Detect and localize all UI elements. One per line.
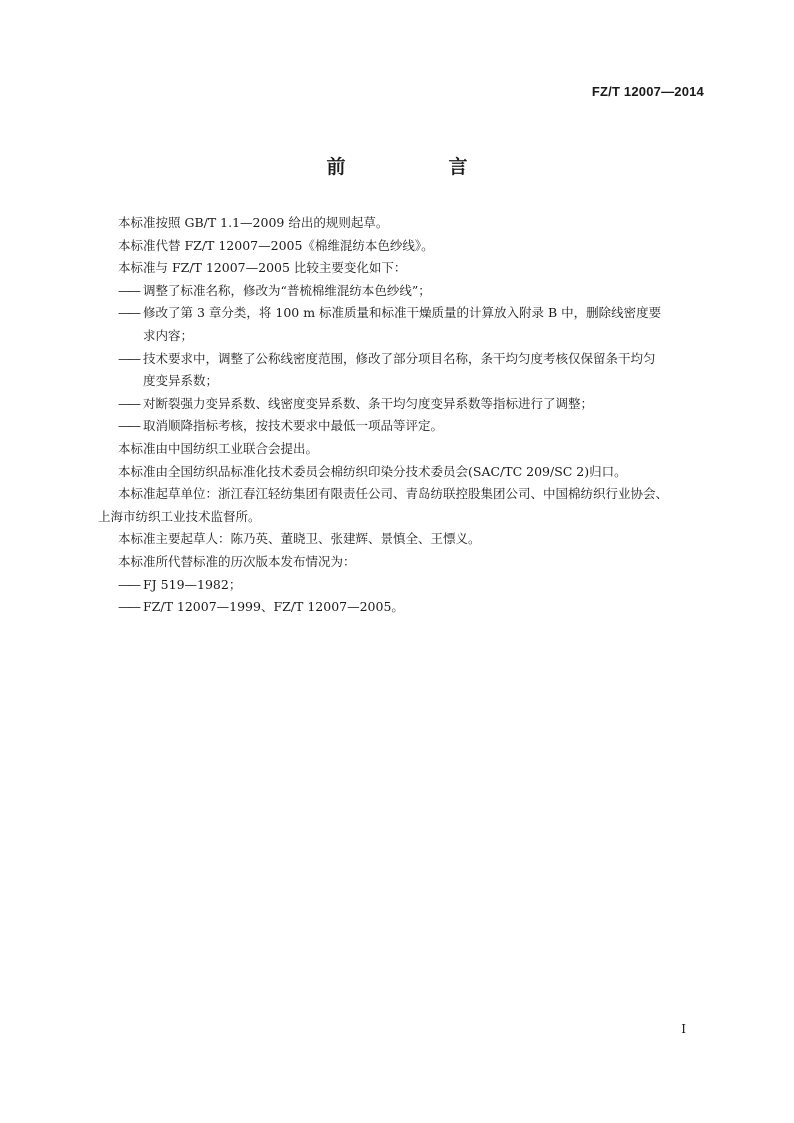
paragraph-centralized-by: 本标准由全国纺织品标准化技术委员会棉纺织印染分技术委员会(SAC/TC 209/SC 2)归口。 bbox=[118, 463, 627, 479]
document-body bbox=[98, 212, 710, 619]
change-item-line: 技术要求中，调整了公称线密度范围，修改了部分项目名称，条干均匀度考核仅保留条干均匀 bbox=[143, 350, 656, 366]
paragraph-changes-intro: 本标准与 FZ/T 12007—2005 比较主要变化如下： bbox=[118, 260, 407, 276]
paragraph-proposed-by: 本标准由中国纺织工业联合会提出。 bbox=[118, 440, 319, 456]
dash-marker: —— bbox=[118, 576, 139, 592]
change-item-text bbox=[143, 348, 710, 393]
change-item-5 bbox=[118, 415, 710, 438]
change-item-line: 求内容； bbox=[143, 327, 194, 343]
change-item-line: 修改了第 3 章分类，将 100 m 标准质量和标准干燥质量的计算放入附录 B 中，删除线密度要 bbox=[143, 305, 662, 321]
change-item-text: 调整了标准名称，修改为“普梳棉维混纺本色纱线”； bbox=[143, 282, 431, 298]
change-item-text: 对断裂强力变异系数、线密度变异系数、条干均匀度变异系数等指标进行了调整； bbox=[143, 395, 594, 411]
paragraph-history-intro: 本标准所代替标准的历次版本发布情况为： bbox=[118, 553, 356, 569]
page-number: I bbox=[681, 1022, 686, 1036]
page-title: 前 言 bbox=[326, 156, 510, 178]
change-item-1 bbox=[118, 280, 710, 303]
dash-marker: —— bbox=[118, 305, 139, 321]
change-item-line: 度变异系数； bbox=[143, 373, 219, 389]
change-item-2 bbox=[118, 302, 710, 347]
history-item-2 bbox=[118, 596, 710, 619]
paragraph-drafting-units bbox=[98, 483, 710, 528]
history-item-text: FZ/T 12007—1999、FZ/T 12007—2005。 bbox=[143, 599, 404, 615]
change-item-text: 取消顺降指标考核，按技术要求中最低一项品等评定。 bbox=[143, 418, 444, 434]
dash-marker: —— bbox=[118, 395, 139, 411]
paragraph-replaces: 本标准代替 FZ/T 12007—2005《棉维混纺本色纱线》。 bbox=[118, 237, 434, 253]
paragraph-line: 本标准起草单位：浙江春江轻纺集团有限责任公司、青岛纺联控股集团公司、中国棉纺织行业协会、 bbox=[118, 486, 669, 502]
history-item-text: FJ 519—1982； bbox=[143, 576, 242, 592]
change-item-3 bbox=[118, 348, 710, 393]
paragraph-drafters: 本标准主要起草人：陈乃英、董晓卫、张建辉、景慎全、王慓义。 bbox=[118, 531, 481, 547]
dash-marker: —— bbox=[118, 599, 139, 615]
paragraph-drafting-rules: 本标准按照 GB/T 1.1—2009 给出的规则起草。 bbox=[118, 215, 389, 230]
dash-marker: —— bbox=[118, 282, 139, 298]
standard-code: FZ/T 12007—2014 bbox=[591, 84, 704, 99]
dash-marker: —— bbox=[118, 350, 139, 366]
change-item-text bbox=[143, 302, 710, 347]
paragraph-line: 上海市纺织工业技术监督所。 bbox=[98, 508, 261, 524]
dash-marker: —— bbox=[118, 418, 139, 434]
history-item-1 bbox=[118, 574, 710, 597]
change-item-4 bbox=[118, 393, 710, 416]
